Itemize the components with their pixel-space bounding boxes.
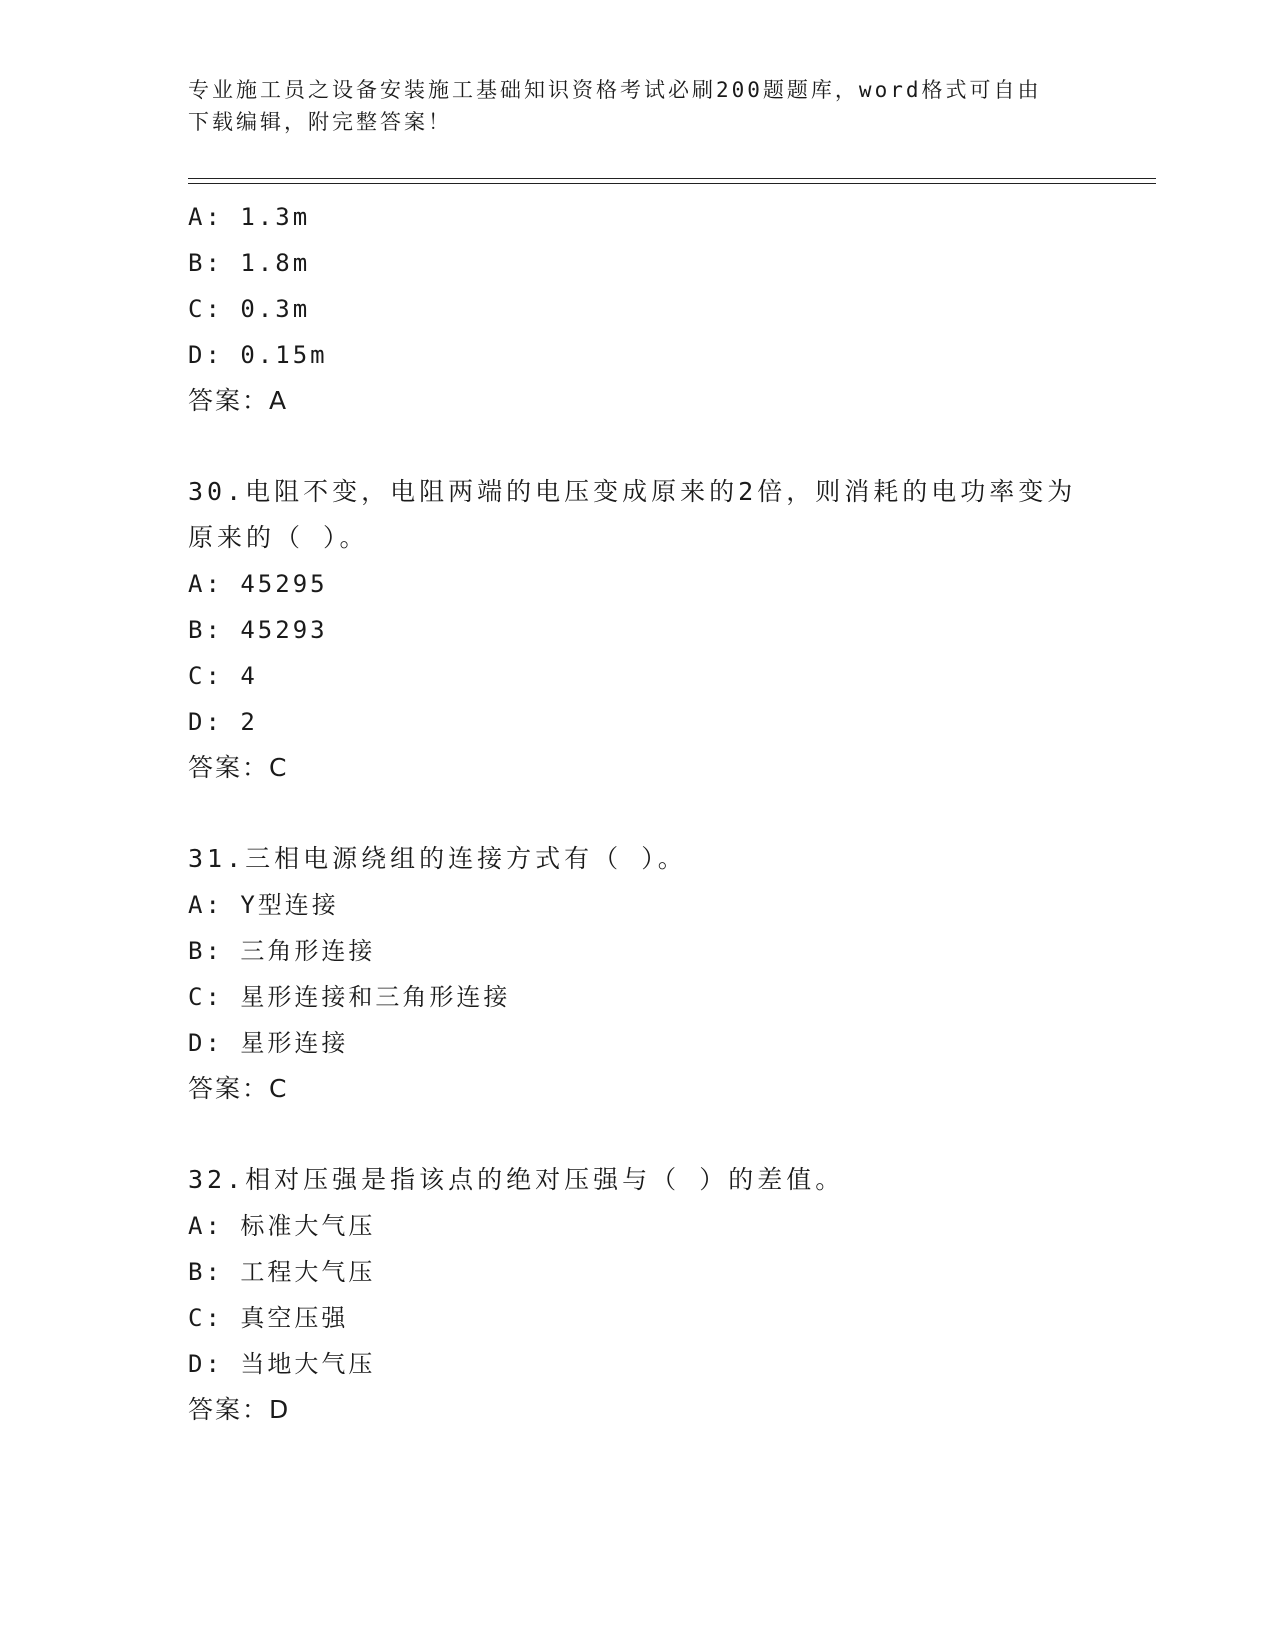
option-c: C: 4 <box>188 662 258 690</box>
header-title-line-1: 专业施工员之设备安装施工基础知识资格考试必刷200题题库，word格式可自由 <box>188 78 1042 102</box>
option-b: B: 三角形连接 <box>188 937 376 965</box>
option-a: A: 45295 <box>188 570 328 598</box>
question-text <box>188 1157 1128 1203</box>
header-divider-bottom <box>188 183 1156 184</box>
option-a: A: 1.3m <box>188 203 311 231</box>
question-block-32 <box>188 1157 1128 1433</box>
option-c: C: 星形连接和三角形连接 <box>188 983 511 1011</box>
option-d: D: 当地大气压 <box>188 1350 376 1378</box>
document-header <box>188 74 1088 138</box>
answer-line: 答案：C <box>188 753 289 782</box>
answer-line: 答案：A <box>188 386 289 415</box>
question-text <box>188 836 1128 882</box>
question-block-30 <box>188 469 1128 791</box>
question-list <box>188 194 1128 1433</box>
option-c: C: 真空压强 <box>188 1304 349 1332</box>
question-text-line-1: 30.电阻不变，电阻两端的电压变成原来的2倍，则消耗的电功率变为 <box>188 477 1077 506</box>
answer-line: 答案：C <box>188 1074 289 1103</box>
option-d: D: 2 <box>188 708 258 736</box>
option-b: B: 工程大气压 <box>188 1258 376 1286</box>
spacer <box>188 791 1128 836</box>
option-d: D: 星形连接 <box>188 1029 349 1057</box>
option-b: B: 1.8m <box>188 249 311 277</box>
question-block-31 <box>188 836 1128 1112</box>
header-title-line-2: 下载编辑，附完整答案！ <box>188 110 452 134</box>
question-block-29 <box>188 194 1128 424</box>
option-b: B: 45293 <box>188 616 328 644</box>
question-text <box>188 469 1128 561</box>
question-text-line-1: 32.相对压强是指该点的绝对压强与（ ）的差值。 <box>188 1165 845 1194</box>
spacer <box>188 424 1128 469</box>
option-c: C: 0.3m <box>188 295 311 323</box>
option-a: A: 标准大气压 <box>188 1212 376 1240</box>
question-text-line-1: 31.三相电源绕组的连接方式有（ ）。 <box>188 844 687 873</box>
option-a: A: Y型连接 <box>188 891 339 919</box>
option-d: D: 0.15m <box>188 341 328 369</box>
spacer <box>188 1112 1128 1157</box>
header-divider-top <box>188 178 1156 179</box>
answer-line: 答案：D <box>188 1395 291 1424</box>
question-text-line-2: 原来的（ ）。 <box>188 523 369 552</box>
